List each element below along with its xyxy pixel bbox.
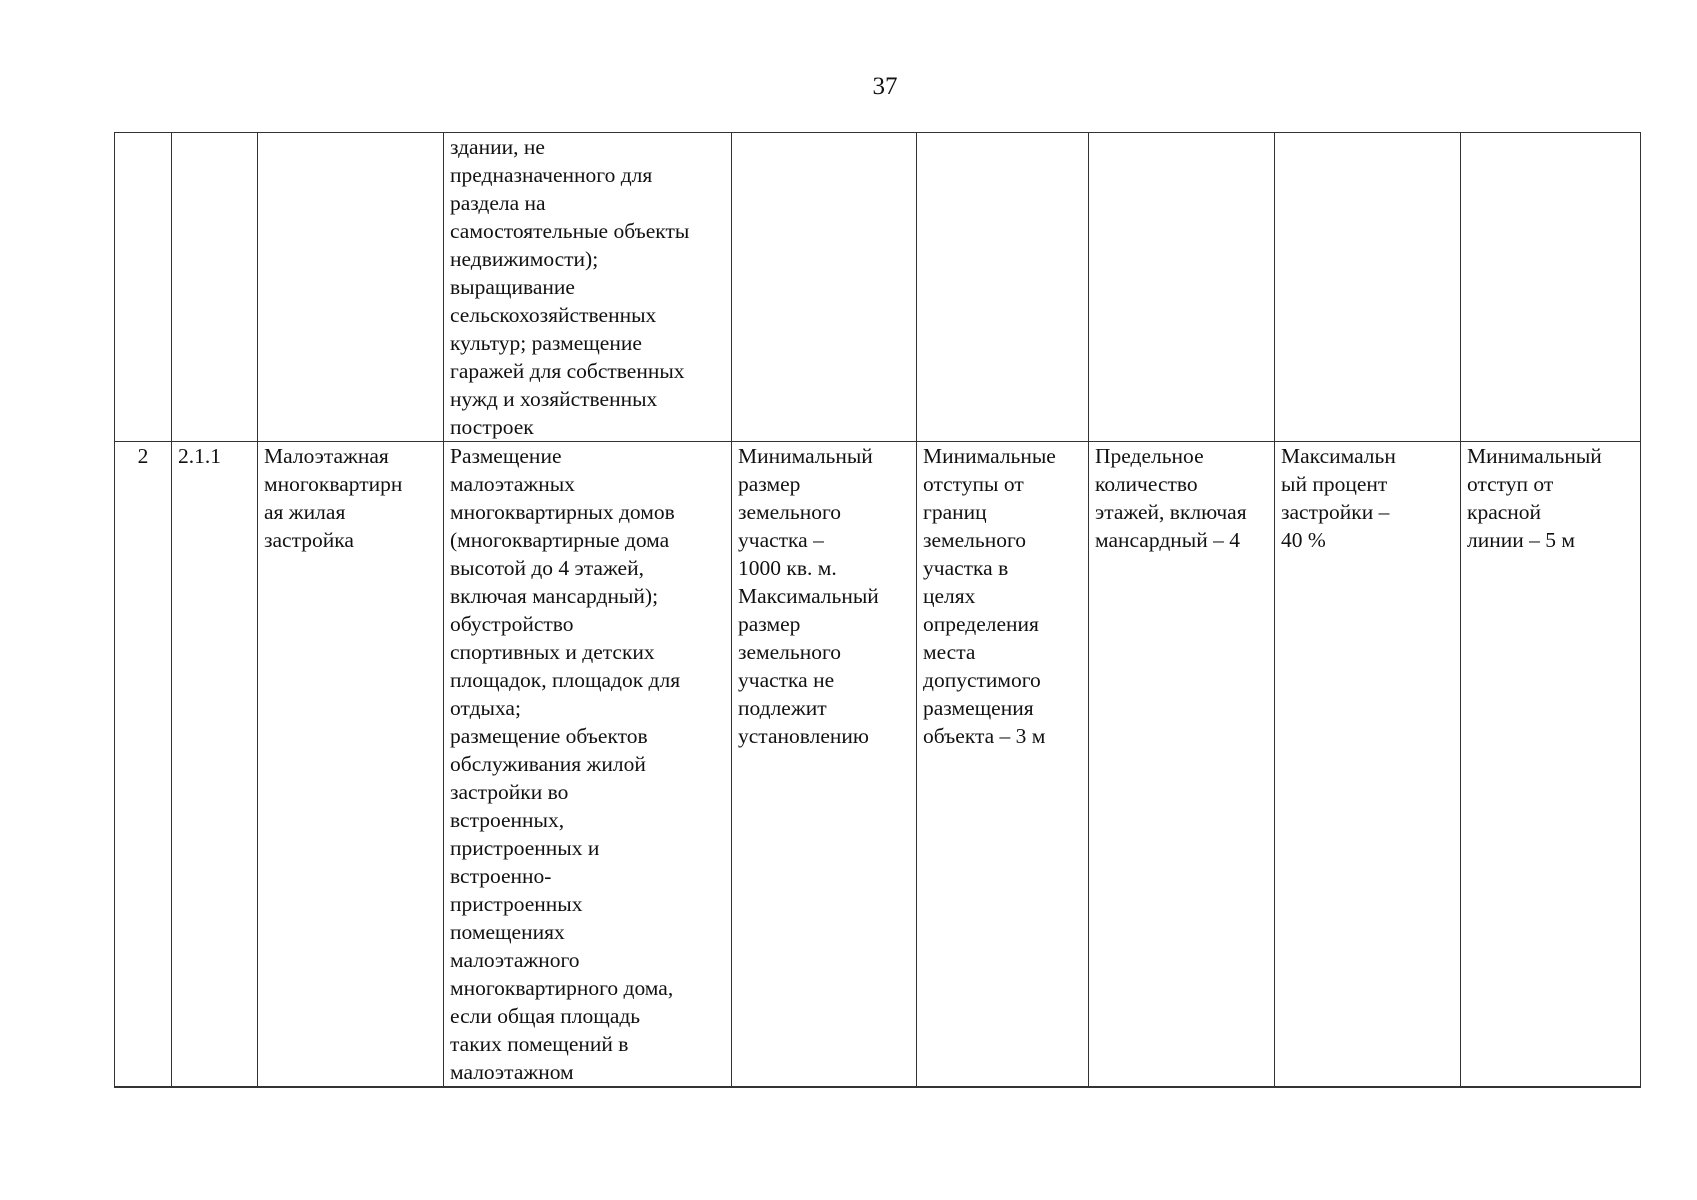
cell-code — [172, 133, 258, 442]
cell-coverage: Максимальн ый процент застройки – 40 % — [1275, 442, 1461, 1088]
cell-plot-size: Минимальный размер земельного участка – 1000 кв. м. Максимальный размер земельного участка не подлежит установлению — [732, 442, 917, 1088]
cell-coverage — [1275, 133, 1461, 442]
cell-use-description: Размещение малоэтажных многоквартирных домов (многоквартирные дома высотой до 4 этажей, включая мансардный); обустройство спортивных и детских площадок, площадок для отдыха; размещение объектов обслуживания жилой застройки во встроенных, пристроенных и встроенно- пристроенных помещениях малоэтажного многоквартирного дома, если общая площадь таких помещений в малоэтажном — [444, 442, 732, 1088]
cell-setbacks: Минимальные отступы от границ земельного участка в целях определения места допустимого размещения объекта – 3 м — [917, 442, 1089, 1088]
cell-setbacks — [917, 133, 1089, 442]
cell-use-description: здании, не предназначенного для раздела на самостоятельные объекты недвижимости); выращивание сельскохозяйственных культур; размещение гаражей для собственных нужд и хозяйственных построек — [444, 133, 732, 442]
page-number: 37 — [872, 73, 898, 100]
table-row — [115, 442, 1641, 1088]
table-row — [115, 133, 1641, 442]
cell-number — [115, 133, 172, 442]
cell-use-name: Малоэтажная многоквартирн ая жилая застройка — [258, 442, 444, 1088]
cell-plot-size — [732, 133, 917, 442]
cell-red-line — [1461, 133, 1641, 442]
cell-code: 2.1.1 — [172, 442, 258, 1088]
regulations-table — [114, 132, 1641, 1088]
cell-floors: Предельное количество этажей, включая мансардный – 4 — [1089, 442, 1275, 1088]
cell-use-name — [258, 133, 444, 442]
cell-number: 2 — [115, 442, 172, 1088]
cell-floors — [1089, 133, 1275, 442]
cell-red-line: Минимальный отступ от красной линии – 5 м — [1461, 442, 1641, 1088]
